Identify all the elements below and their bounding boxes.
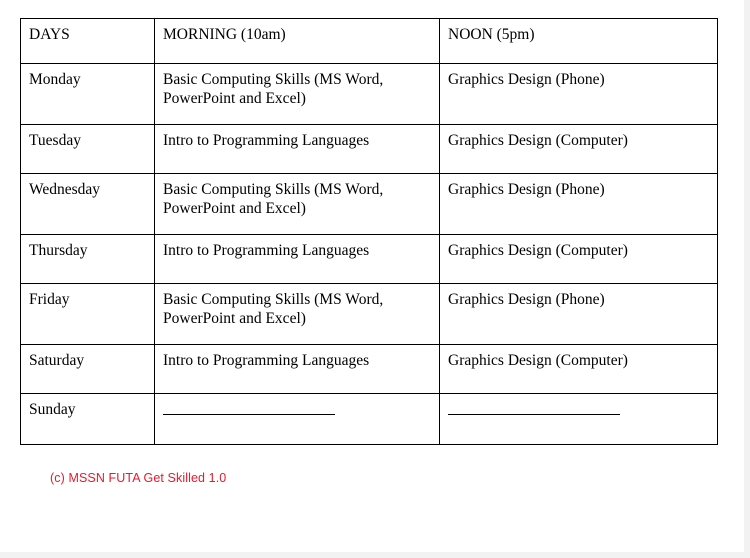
morning-cell: Intro to Programming Languages	[155, 235, 440, 284]
noon-cell: Graphics Design (Phone)	[440, 284, 718, 345]
document-footer: (c) MSSN FUTA Get Skilled 1.0	[50, 471, 227, 485]
morning-cell: Basic Computing Skills (MS Word, PowerPoint and Excel)	[155, 174, 440, 235]
noon-cell: Graphics Design (Computer)	[440, 235, 718, 284]
noon-cell-blank	[440, 394, 718, 445]
table-header-row	[21, 19, 718, 64]
day-cell: Tuesday	[21, 125, 155, 174]
table-row	[21, 345, 718, 394]
morning-cell: Intro to Programming Languages	[155, 345, 440, 394]
blank-line	[448, 401, 620, 415]
table-row	[21, 64, 718, 125]
morning-cell: Intro to Programming Languages	[155, 125, 440, 174]
morning-cell-blank	[155, 394, 440, 445]
table-row	[21, 235, 718, 284]
class-schedule-table	[20, 18, 718, 445]
noon-cell: Graphics Design (Computer)	[440, 345, 718, 394]
day-cell: Sunday	[21, 394, 155, 445]
morning-cell: Basic Computing Skills (MS Word, PowerPoint and Excel)	[155, 64, 440, 125]
column-header-days: DAYS	[21, 19, 155, 64]
table-row	[21, 284, 718, 345]
noon-cell: Graphics Design (Computer)	[440, 125, 718, 174]
blank-line	[163, 401, 335, 415]
table-row	[21, 174, 718, 235]
day-cell: Monday	[21, 64, 155, 125]
column-header-morning: MORNING (10am)	[155, 19, 440, 64]
morning-cell: Basic Computing Skills (MS Word, PowerPoint and Excel)	[155, 284, 440, 345]
noon-cell: Graphics Design (Phone)	[440, 64, 718, 125]
document-body	[20, 18, 720, 485]
noon-cell: Graphics Design (Phone)	[440, 174, 718, 235]
day-cell: Saturday	[21, 345, 155, 394]
page-edge-bottom	[0, 552, 750, 558]
day-cell: Friday	[21, 284, 155, 345]
day-cell: Thursday	[21, 235, 155, 284]
column-header-noon: NOON (5pm)	[440, 19, 718, 64]
table-row	[21, 394, 718, 445]
table-row	[21, 125, 718, 174]
day-cell: Wednesday	[21, 174, 155, 235]
page-edge-right	[744, 0, 750, 558]
